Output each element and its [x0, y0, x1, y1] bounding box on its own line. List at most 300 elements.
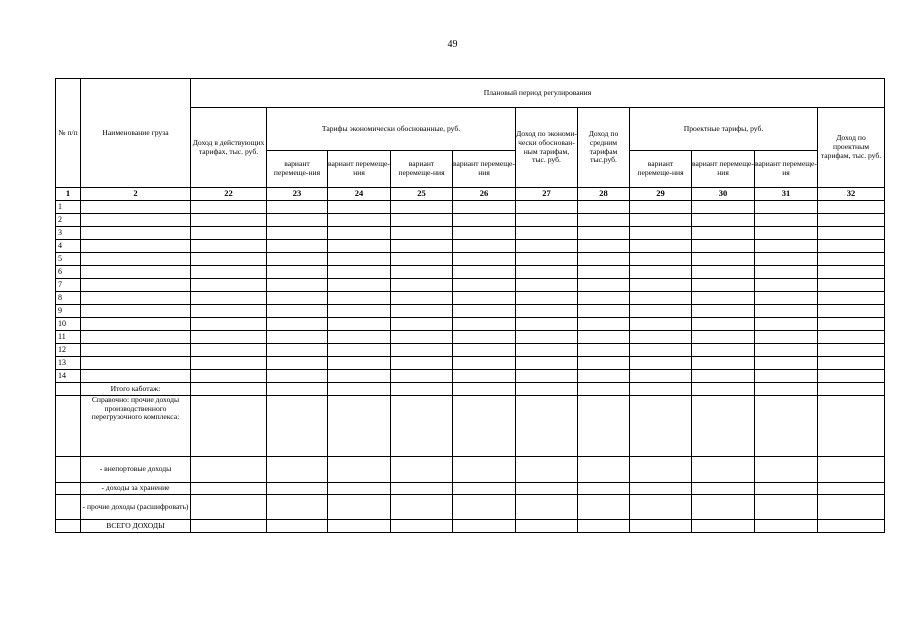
table-cell — [391, 520, 453, 533]
table-cell — [453, 344, 516, 357]
table-cell — [630, 292, 692, 305]
table-cell — [267, 227, 328, 240]
table-row — [56, 292, 885, 305]
table-cell — [755, 279, 818, 292]
table-cell — [391, 227, 453, 240]
table-cell — [267, 495, 328, 520]
table-cell — [755, 305, 818, 318]
table-cell — [755, 383, 818, 396]
table-cell — [453, 227, 516, 240]
column-numbers-row — [56, 188, 885, 201]
table-cell — [453, 292, 516, 305]
row-number: 13 — [56, 357, 81, 370]
table-cell — [818, 214, 885, 227]
header-planned-period: Плановый период регулирования — [191, 79, 885, 108]
table-cell — [453, 370, 516, 383]
table-row — [56, 331, 885, 344]
table-cell — [692, 279, 755, 292]
header-tariffs-project: Проектные тарифы, руб. — [630, 108, 818, 151]
prochie-label: - прочие доходы (расшифровать) — [81, 495, 191, 520]
table-cell — [516, 396, 578, 457]
table-cell — [692, 457, 755, 483]
table-cell — [267, 253, 328, 266]
table-cell — [755, 344, 818, 357]
row-number: 7 — [56, 279, 81, 292]
table-cell — [81, 253, 191, 266]
table-cell — [578, 214, 630, 227]
table-cell — [328, 520, 391, 533]
table-cell — [630, 357, 692, 370]
table-cell — [516, 201, 578, 214]
table-cell — [630, 495, 692, 520]
table-cell — [755, 457, 818, 483]
table-cell — [516, 279, 578, 292]
header-cargo-name: Наименование груза — [81, 79, 191, 188]
table-cell — [818, 357, 885, 370]
header-row-number: № п/п — [56, 79, 81, 188]
table-cell — [578, 396, 630, 457]
table-cell — [328, 279, 391, 292]
table-cell — [453, 495, 516, 520]
table-cell — [453, 214, 516, 227]
table-row — [56, 227, 885, 240]
table-cell — [267, 331, 328, 344]
table-cell — [191, 520, 267, 533]
table-cell — [81, 344, 191, 357]
table-cell — [191, 279, 267, 292]
table-cell — [692, 253, 755, 266]
table-cell — [328, 201, 391, 214]
table-cell — [56, 483, 81, 495]
column-number: 26 — [453, 188, 516, 201]
table-cell — [453, 357, 516, 370]
table-cell — [453, 279, 516, 292]
row-number: 2 — [56, 214, 81, 227]
table-cell — [191, 370, 267, 383]
table-cell — [516, 318, 578, 331]
table-cell — [267, 292, 328, 305]
table-cell — [630, 483, 692, 495]
table-cell — [692, 318, 755, 331]
table-cell — [453, 318, 516, 331]
table-cell — [516, 331, 578, 344]
table-cell — [755, 318, 818, 331]
table-cell — [81, 357, 191, 370]
row-number: 5 — [56, 253, 81, 266]
table-cell — [516, 357, 578, 370]
table-row — [56, 318, 885, 331]
table-row — [56, 344, 885, 357]
vsego-label: ВСЕГО ДОХОДЫ — [81, 520, 191, 533]
column-number: 29 — [630, 188, 692, 201]
table-row — [56, 279, 885, 292]
header-variant-30: вариант перемеще-ния — [692, 151, 755, 188]
table-cell — [818, 344, 885, 357]
row-number: 6 — [56, 266, 81, 279]
table-cell — [578, 357, 630, 370]
table-cell — [191, 357, 267, 370]
table-cell — [267, 483, 328, 495]
table-cell — [578, 457, 630, 483]
table-cell — [692, 383, 755, 396]
table-cell — [516, 457, 578, 483]
table-cell — [818, 227, 885, 240]
table-cell — [191, 344, 267, 357]
table-cell — [516, 383, 578, 396]
row-number: 12 — [56, 344, 81, 357]
table-cell — [630, 318, 692, 331]
table-cell — [453, 331, 516, 344]
table-cell — [818, 279, 885, 292]
table-cell — [453, 253, 516, 266]
table-cell — [755, 214, 818, 227]
table-row — [56, 214, 885, 227]
table-cell — [692, 227, 755, 240]
table-cell — [818, 331, 885, 344]
table-cell — [516, 483, 578, 495]
table-cell — [516, 344, 578, 357]
table-cell — [328, 344, 391, 357]
table-cell — [191, 331, 267, 344]
table-cell — [191, 305, 267, 318]
table-cell — [692, 201, 755, 214]
table-cell — [56, 495, 81, 520]
table-cell — [818, 520, 885, 533]
table-cell — [630, 253, 692, 266]
table-cell — [578, 253, 630, 266]
table-cell — [56, 457, 81, 483]
table-cell — [578, 483, 630, 495]
table-cell — [267, 457, 328, 483]
table-cell — [453, 240, 516, 253]
table-cell — [328, 253, 391, 266]
table-cell — [191, 318, 267, 331]
table-cell — [453, 266, 516, 279]
table-cell — [630, 331, 692, 344]
column-number: 32 — [818, 188, 885, 201]
table-cell — [818, 370, 885, 383]
table-cell — [328, 318, 391, 331]
table-cell — [81, 227, 191, 240]
table-cell — [692, 344, 755, 357]
header-tariffs-justified: Тарифы экономически обоснованные, руб. — [267, 108, 516, 151]
column-number: 23 — [267, 188, 328, 201]
table-cell — [191, 457, 267, 483]
table-row — [56, 266, 885, 279]
column-number: 30 — [692, 188, 755, 201]
table-cell — [267, 370, 328, 383]
table-cell — [692, 495, 755, 520]
table-cell — [328, 227, 391, 240]
table-cell — [630, 344, 692, 357]
table-cell — [191, 495, 267, 520]
table-cell — [267, 396, 328, 457]
table-row — [56, 370, 885, 383]
table-cell — [453, 520, 516, 533]
table-cell — [578, 201, 630, 214]
table-cell — [692, 357, 755, 370]
table-cell — [81, 279, 191, 292]
hranenie-label: - доходы за хранение — [81, 483, 191, 495]
table-cell — [818, 383, 885, 396]
table-row — [56, 240, 885, 253]
table-cell — [516, 214, 578, 227]
table-cell — [578, 305, 630, 318]
header-variant-23: вариант перемеще-ния — [267, 151, 328, 188]
table-cell — [578, 279, 630, 292]
table-cell — [692, 214, 755, 227]
table-cell — [578, 495, 630, 520]
table-cell — [630, 396, 692, 457]
table-cell — [267, 201, 328, 214]
table-cell — [391, 240, 453, 253]
table-cell — [391, 495, 453, 520]
row-number: 3 — [56, 227, 81, 240]
table-cell — [391, 396, 453, 457]
table-cell — [818, 292, 885, 305]
table-cell — [755, 370, 818, 383]
table-cell — [818, 201, 885, 214]
table-cell — [328, 396, 391, 457]
table-cell — [692, 331, 755, 344]
table-cell — [453, 457, 516, 483]
table-cell — [328, 383, 391, 396]
table-cell — [267, 214, 328, 227]
table-cell — [630, 279, 692, 292]
header-income-project: Доход по проектным тарифам, тыс. руб. — [818, 108, 885, 188]
spravochno-row — [56, 396, 885, 457]
column-number: 25 — [391, 188, 453, 201]
table-cell — [328, 305, 391, 318]
table-cell — [692, 483, 755, 495]
row-number: 10 — [56, 318, 81, 331]
itogo-label: Итого каботаж: — [81, 383, 191, 396]
row-number: 11 — [56, 331, 81, 344]
table-cell — [630, 266, 692, 279]
table-cell — [191, 396, 267, 457]
table-cell — [516, 227, 578, 240]
table-cell — [191, 292, 267, 305]
table-cell — [328, 266, 391, 279]
income-form-table — [55, 78, 885, 533]
table-cell — [81, 370, 191, 383]
table-cell — [191, 383, 267, 396]
column-number: 1 — [56, 188, 81, 201]
table-cell — [453, 396, 516, 457]
row-number: 9 — [56, 305, 81, 318]
row-number: 1 — [56, 201, 81, 214]
table-cell — [391, 370, 453, 383]
table-cell — [818, 495, 885, 520]
hranenie-row — [56, 483, 885, 495]
table-cell — [453, 483, 516, 495]
column-number: 28 — [578, 188, 630, 201]
table-cell — [391, 305, 453, 318]
table-cell — [328, 457, 391, 483]
header-variant-25: вариант перемеще-ния — [391, 151, 453, 188]
table-cell — [692, 240, 755, 253]
table-cell — [328, 292, 391, 305]
table-cell — [267, 357, 328, 370]
table-cell — [328, 240, 391, 253]
table-row — [56, 357, 885, 370]
table-cell — [692, 370, 755, 383]
table-cell — [267, 266, 328, 279]
table-cell — [81, 201, 191, 214]
column-number: 31 — [755, 188, 818, 201]
table-cell — [191, 201, 267, 214]
row-number: 8 — [56, 292, 81, 305]
table-cell — [578, 292, 630, 305]
table-cell — [755, 227, 818, 240]
itogo-row — [56, 383, 885, 396]
table-cell — [755, 495, 818, 520]
column-number: 27 — [516, 188, 578, 201]
table-cell — [81, 331, 191, 344]
table-cell — [630, 227, 692, 240]
table-cell — [267, 318, 328, 331]
vneportovye-label: - внепортовые доходы — [81, 457, 191, 483]
header-income-average: Доход по средним тарифам тыс.руб. — [578, 108, 630, 188]
table-cell — [578, 331, 630, 344]
header-variant-24: вариант перемеще-ния — [328, 151, 391, 188]
table-cell — [328, 370, 391, 383]
table-cell — [516, 292, 578, 305]
table-cell — [692, 520, 755, 533]
table-cell — [818, 318, 885, 331]
table-cell — [755, 331, 818, 344]
table-cell — [818, 396, 885, 457]
table-cell — [630, 305, 692, 318]
table-cell — [578, 520, 630, 533]
table-cell — [578, 383, 630, 396]
table-cell — [267, 344, 328, 357]
table-cell — [453, 383, 516, 396]
table-cell — [328, 331, 391, 344]
column-number: 22 — [191, 188, 267, 201]
table-cell — [328, 214, 391, 227]
table-cell — [630, 520, 692, 533]
table-cell — [755, 483, 818, 495]
table-cell — [391, 383, 453, 396]
table-cell — [81, 318, 191, 331]
table-cell — [267, 383, 328, 396]
table-cell — [755, 292, 818, 305]
table-cell — [818, 240, 885, 253]
table-cell — [81, 240, 191, 253]
table-cell — [516, 520, 578, 533]
table-cell — [692, 396, 755, 457]
table-cell — [692, 305, 755, 318]
table-cell — [755, 253, 818, 266]
table-cell — [391, 266, 453, 279]
table-cell — [191, 214, 267, 227]
table-cell — [630, 370, 692, 383]
table-cell — [630, 457, 692, 483]
table-cell — [391, 357, 453, 370]
table-cell — [191, 240, 267, 253]
table-cell — [755, 357, 818, 370]
table-cell — [391, 331, 453, 344]
header-variant-29: вариант перемеще-ния — [630, 151, 692, 188]
table-cell — [692, 292, 755, 305]
table-cell — [578, 266, 630, 279]
row-number: 14 — [56, 370, 81, 383]
table-cell — [578, 240, 630, 253]
table-cell — [516, 266, 578, 279]
table-cell — [630, 214, 692, 227]
table-cell — [516, 305, 578, 318]
table-cell — [818, 253, 885, 266]
table-cell — [818, 266, 885, 279]
table-cell — [578, 344, 630, 357]
table-cell — [818, 483, 885, 495]
table-cell — [267, 305, 328, 318]
table-cell — [56, 396, 81, 457]
table-cell — [630, 240, 692, 253]
table-cell — [191, 253, 267, 266]
table-cell — [267, 520, 328, 533]
table-cell — [267, 240, 328, 253]
header-variant-26: вариант перемеще-ния — [453, 151, 516, 188]
table-cell — [267, 279, 328, 292]
table-cell — [578, 370, 630, 383]
table-cell — [578, 318, 630, 331]
table-cell — [391, 457, 453, 483]
prochie-row — [56, 495, 885, 520]
row-number: 4 — [56, 240, 81, 253]
table-cell — [191, 483, 267, 495]
table-cell — [81, 214, 191, 227]
table-cell — [391, 214, 453, 227]
table-cell — [81, 266, 191, 279]
table-cell — [630, 201, 692, 214]
table-cell — [755, 266, 818, 279]
table-cell — [328, 357, 391, 370]
table-cell — [81, 305, 191, 318]
table-cell — [755, 240, 818, 253]
table-cell — [453, 305, 516, 318]
table-cell — [578, 227, 630, 240]
table-cell — [516, 253, 578, 266]
header-income-current: Доход в действующих тарифах, тыс. руб. — [191, 108, 267, 188]
table-cell — [328, 483, 391, 495]
spravochno-label: Справочно: прочие доходы производственного перегрузочного комплекса: — [81, 396, 191, 457]
header-income-justified: Доход по экономи-чески обоснован-ным тарифам, тыс. руб. — [516, 108, 578, 188]
table-row — [56, 305, 885, 318]
table-cell — [630, 383, 692, 396]
header-variant-31: вариант перемеще-ия — [755, 151, 818, 188]
table-cell — [391, 483, 453, 495]
table-cell — [56, 383, 81, 396]
table-cell — [191, 266, 267, 279]
table-cell — [391, 201, 453, 214]
table-cell — [755, 396, 818, 457]
table-cell — [56, 520, 81, 533]
table-cell — [692, 266, 755, 279]
table-cell — [818, 457, 885, 483]
table-cell — [818, 305, 885, 318]
table-cell — [81, 292, 191, 305]
table-cell — [391, 344, 453, 357]
table-cell — [391, 253, 453, 266]
table-cell — [755, 201, 818, 214]
table-cell — [191, 227, 267, 240]
column-number: 24 — [328, 188, 391, 201]
table-cell — [391, 292, 453, 305]
table-cell — [516, 240, 578, 253]
page-number: 49 — [447, 39, 458, 50]
